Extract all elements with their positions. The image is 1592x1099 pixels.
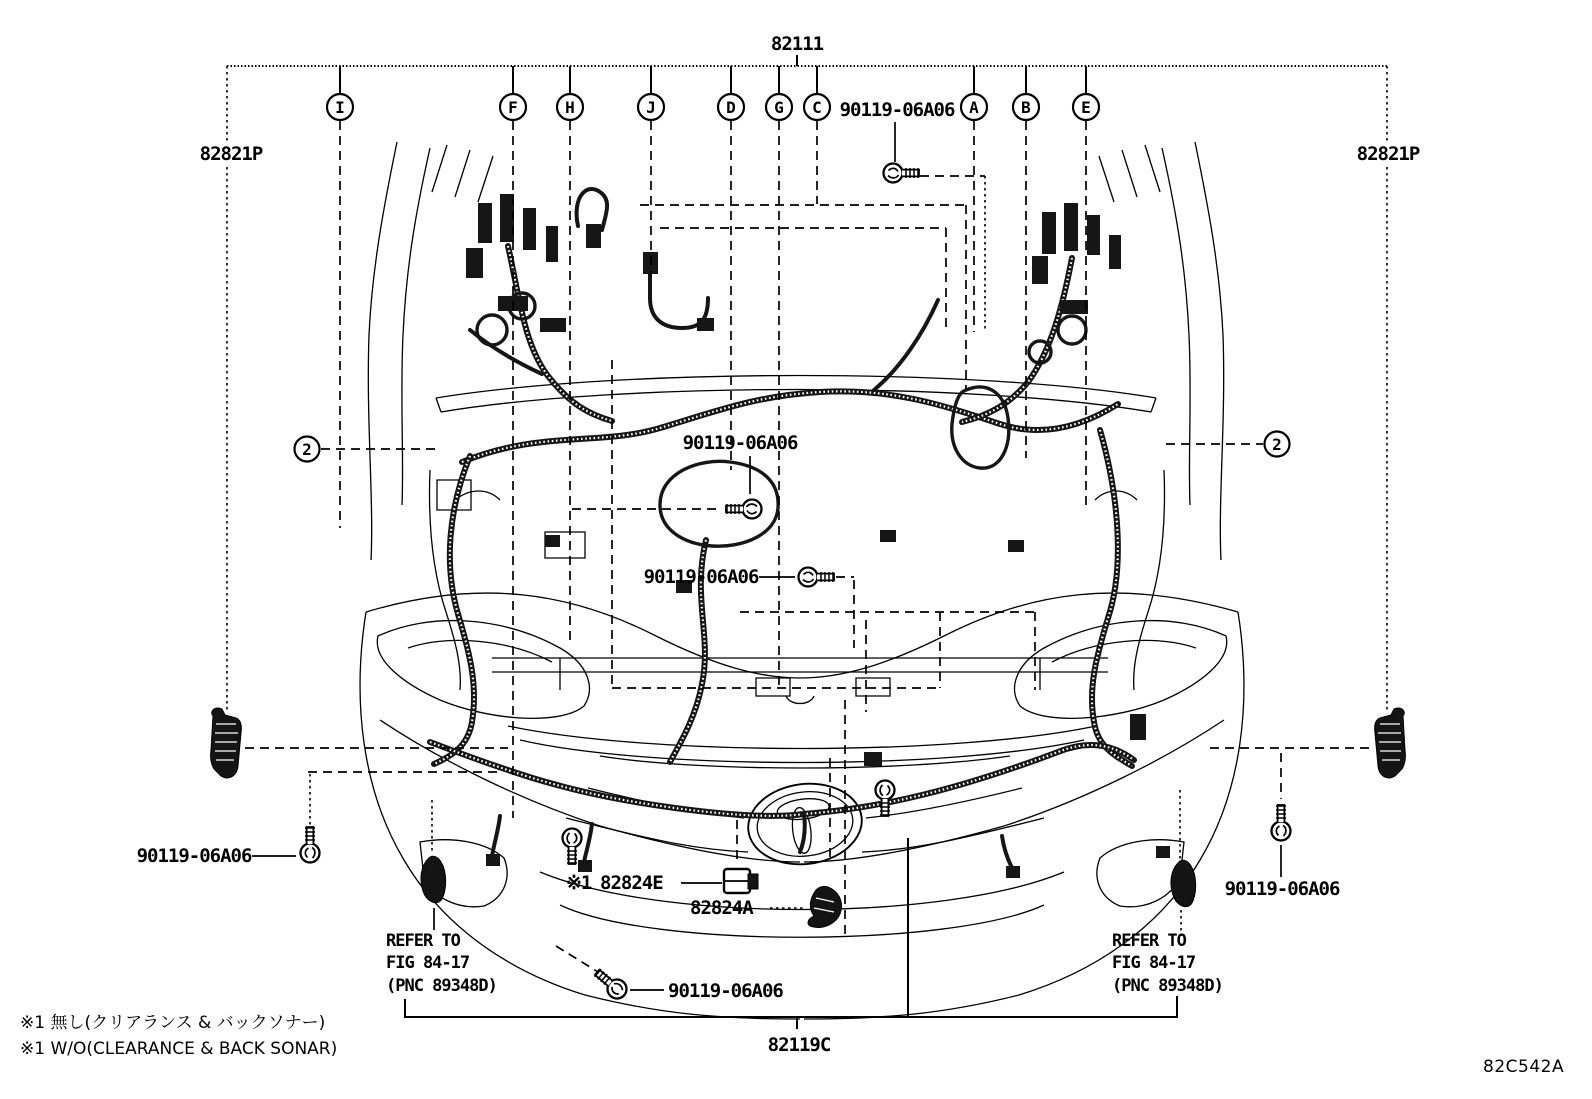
callout-2-left[interactable] [295,437,441,462]
callout-letter: E [1081,98,1091,117]
callout-circles [327,94,1099,120]
screw-icon[interactable] [726,500,762,519]
callout-F[interactable] [500,94,526,120]
figure-code: 82C542A [1483,1057,1565,1077]
sonar-sensor-left[interactable] [421,856,446,902]
wiring-harness [430,189,1134,868]
screw-center-lower-label[interactable]: 90119-06A06 [643,566,759,588]
callout-number: 2 [1272,435,1282,454]
clamp-82824E [566,820,758,894]
screw-bottom-left [137,774,320,867]
clamp-a-label[interactable]: 82824A [690,897,753,919]
screw-icon[interactable] [799,568,835,587]
screw-icon[interactable] [1272,805,1291,841]
callout-letter: B [1021,98,1031,117]
screw-top-label[interactable]: 90119-06A06 [839,99,955,121]
callout-letter: C [812,98,822,117]
callout-letter: G [774,98,784,117]
callout-B[interactable] [1013,94,1039,120]
screw-center-upper-label[interactable]: 90119-06A06 [682,432,798,454]
screw-icon[interactable] [884,164,920,183]
clamp-e-label[interactable]: 82824E [600,872,663,894]
bumper-harness-bracket [405,838,1177,1029]
screw-bottom-right-label[interactable]: 90119-06A06 [1224,878,1340,900]
refer-left-line2: FIG 84-17 [386,953,470,973]
footnote-japanese: ※1 無し(クリアランス & バックソナー) [20,1013,326,1033]
cover-left-label[interactable]: 82821P [199,143,263,165]
cover-left-part[interactable] [211,708,242,778]
callout-H[interactable] [557,94,583,120]
top-callout-structure [227,55,1387,712]
callout-C[interactable] [804,94,830,120]
callout-I[interactable] [327,94,353,120]
callout-2-right[interactable] [1166,432,1290,457]
callout-D[interactable] [718,94,744,120]
callout-letter: D [726,98,736,117]
refer-right-line3: (PNC 89348D) [1112,976,1223,996]
screw-center-lower [644,566,854,648]
callout-E[interactable] [1073,94,1099,120]
refer-right-line2: FIG 84-17 [1112,953,1196,973]
callout-G[interactable] [766,94,792,120]
screw-bottom-left-label[interactable]: 90119-06A06 [136,845,252,867]
callout-J[interactable] [638,94,664,120]
main-harness-label[interactable]: 82111 [770,33,824,55]
clamp-e-part[interactable] [724,869,758,893]
screw-bottom-right [1225,753,1340,900]
refer-right-line1: REFER TO [1112,931,1186,951]
screw-bottom-middle-label[interactable]: 90119-06A06 [668,980,783,1002]
cover-right-part[interactable] [1375,708,1406,778]
clamp-82824A [690,886,842,927]
cover-right-label[interactable]: 82821P [1356,143,1420,165]
clamp-a-part[interactable] [808,886,842,927]
footnote-english: ※1 W/O(CLEARANCE & BACK SONAR) [20,1039,338,1059]
callout-letter: J [646,98,656,117]
sonar-sensor-right[interactable] [1171,860,1196,906]
screw-icon[interactable] [301,827,320,863]
callout-letter: A [969,98,979,117]
clamp-e-prefix: ※1 [566,872,592,894]
screw-top [840,99,985,330]
callout-letter: H [565,98,575,117]
callout-A[interactable] [961,94,987,120]
refer-left-line1: REFER TO [386,931,460,951]
sonar-left [386,800,497,996]
screw-bottom-middle [556,946,783,1002]
callout-letter: F [508,98,518,117]
bumper-harness-label[interactable]: 82119C [767,1034,831,1056]
refer-left-line3: (PNC 89348D) [386,976,497,996]
callout-number: 2 [302,440,312,459]
callout-letter: I [335,98,345,117]
